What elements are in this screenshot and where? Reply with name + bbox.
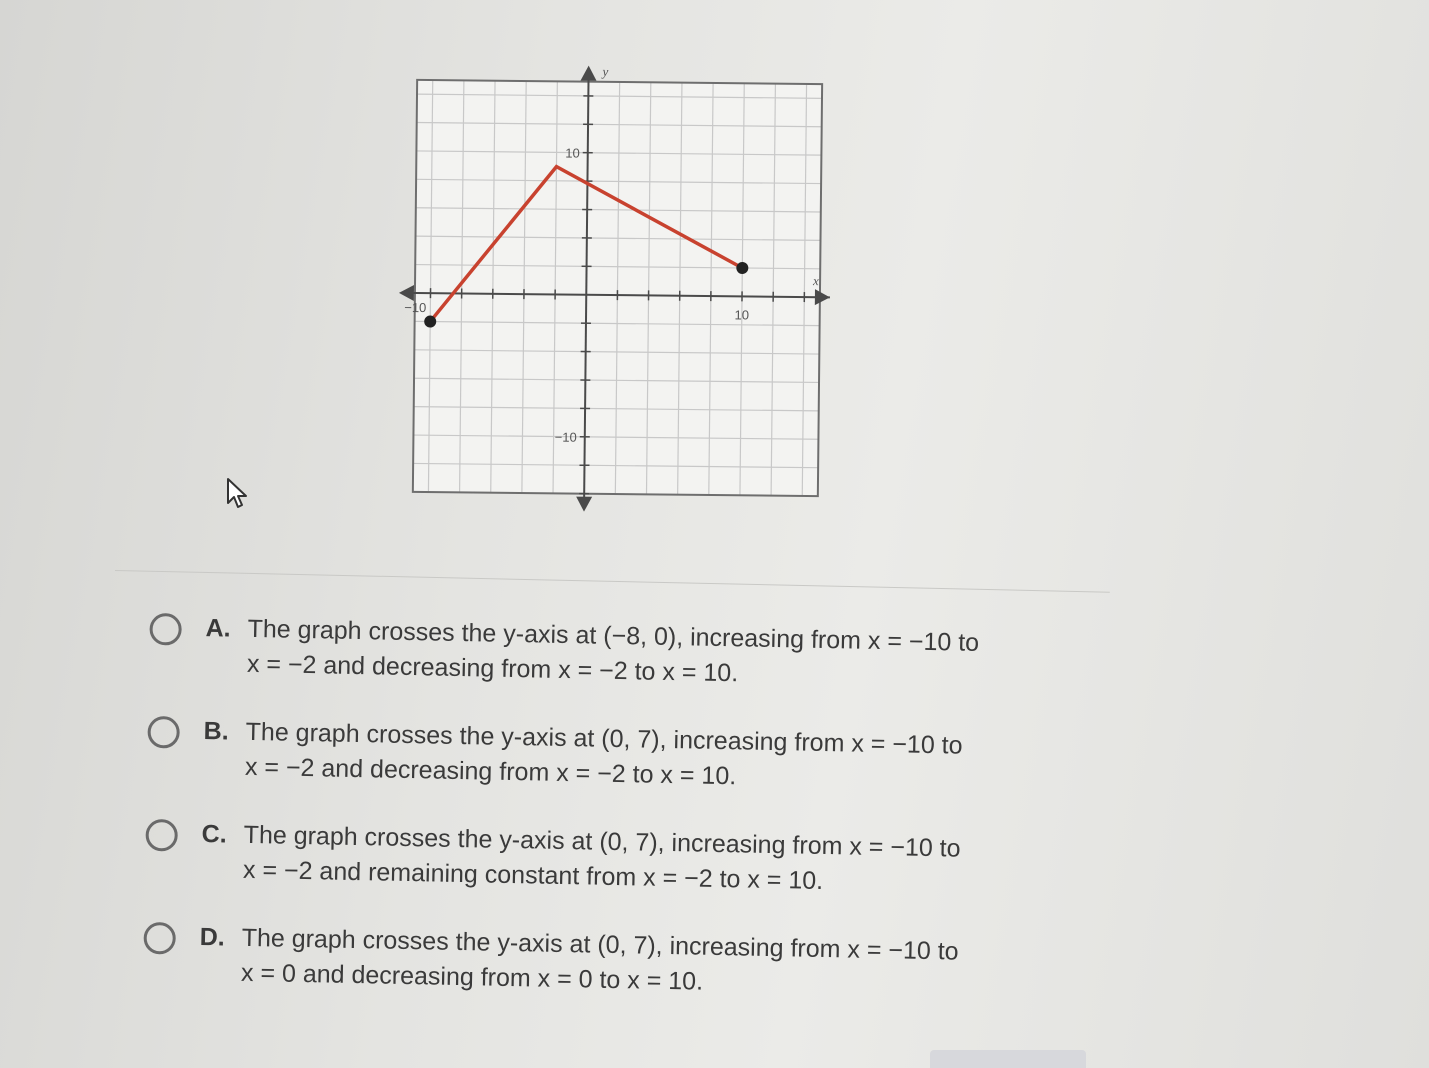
option-text-a: The graph crosses the y-axis at (−8, 0), increasing from x = −10 to x = −2 and decreasing from x = −2 to x = 10. <box>246 614 980 688</box>
x-axis-arrow-left <box>399 285 414 301</box>
function-graph <box>393 58 843 518</box>
option-text-d: The graph crosses the y-axis at (0, 7), increasing from x = −10 to x = 0 and decreasing from x = 0 to x = 10. <box>240 923 959 996</box>
option-text-b: The graph crosses the y-axis at (0, 7), increasing from x = −10 to x = −2 and decreasing from x = −2 to x = 10. <box>244 717 963 791</box>
mouse-pointer-icon <box>226 477 252 511</box>
radio-button-c[interactable] <box>145 819 178 852</box>
option-text-c: The graph crosses the y-axis at (0, 7), increasing from x = −10 to x = −2 and remaining constant from x = −2 to x = 10. <box>242 820 961 895</box>
option-letter-a: A. <box>205 614 231 643</box>
y-tick-label-neg10: −10 <box>554 429 577 445</box>
x-tick-label-10: 10 <box>734 307 750 323</box>
option-letter-c: C. <box>201 820 227 849</box>
radio-button-a[interactable] <box>149 613 182 646</box>
grid <box>413 80 822 496</box>
y-axis-label: y <box>602 63 609 79</box>
radio-button-b[interactable] <box>147 716 180 749</box>
radio-button-d[interactable] <box>143 922 176 955</box>
x-axis-arrow-right <box>815 289 830 305</box>
y-axis-arrow-down <box>576 497 592 512</box>
option-letter-d: D. <box>199 923 225 952</box>
option-d[interactable] <box>143 919 1124 1008</box>
section-divider <box>115 570 1110 593</box>
option-a[interactable] <box>149 610 1130 699</box>
next-button[interactable] <box>930 1050 1086 1068</box>
graph-svg <box>393 58 843 518</box>
option-c[interactable] <box>145 816 1126 905</box>
y-tick-label-10: 10 <box>565 145 580 161</box>
option-letter-b: B. <box>203 717 229 746</box>
y-axis-arrow-up <box>581 66 597 81</box>
answer-options <box>142 610 1130 1041</box>
x-axis-label: x <box>813 273 819 289</box>
x-tick-label-neg10: −10 <box>404 299 427 316</box>
option-b[interactable] <box>147 713 1128 802</box>
